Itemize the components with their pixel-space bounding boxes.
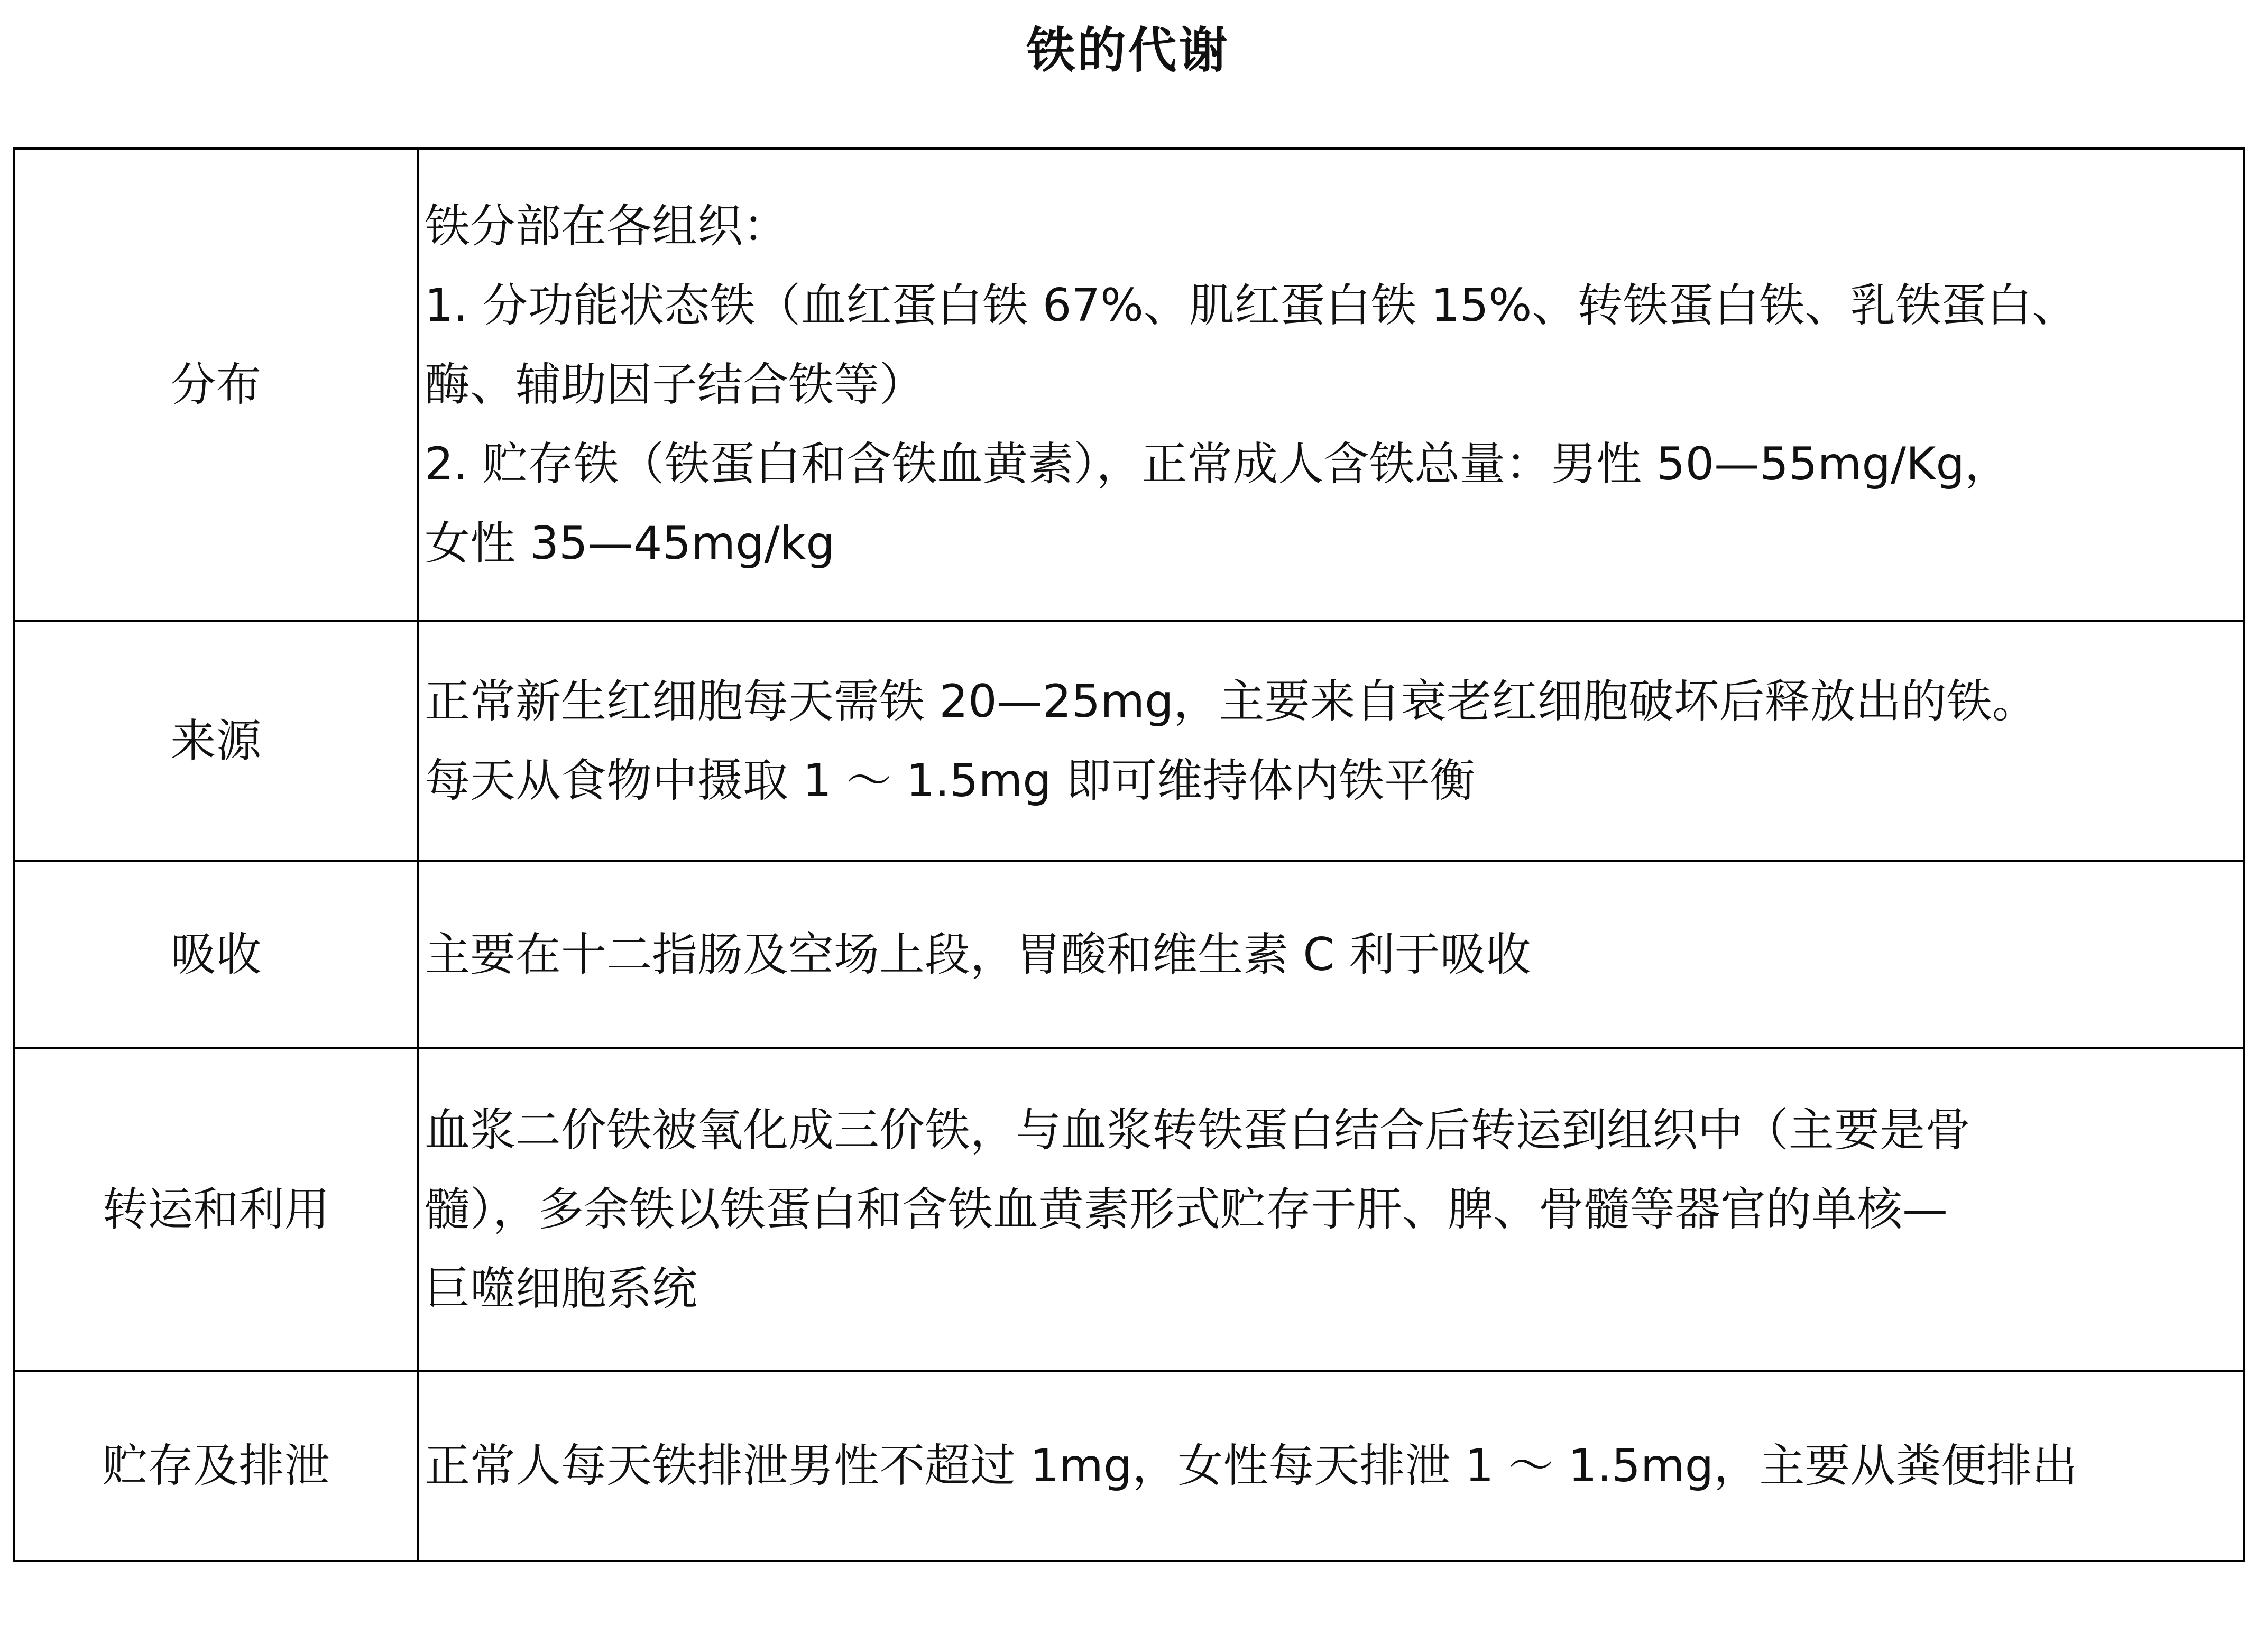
content-line: 正常新生红细胞每天需铁 20—25mg，主要来自衰老红细胞破坏后释放出的铁。 (425, 675, 2038, 728)
content-line: 髓），多余铁以铁蛋白和含铁血黄素形式贮存于肝、脾、骨髓等器官的单核— (425, 1183, 1948, 1236)
row-content (418, 861, 2244, 1048)
content-line: 酶、辅助因子结合铁等） (425, 358, 925, 411)
table-row (14, 149, 2244, 621)
table-row (14, 861, 2244, 1048)
row-content (418, 621, 2244, 861)
content-line: 巨噬细胞系统 (425, 1262, 697, 1315)
content-line: 正常人每天铁排泄男性不超过 1mg，女性每天排泄 1 ～ 1.5mg，主要从粪便排出 (425, 1439, 2078, 1492)
row-content (418, 1371, 2244, 1561)
content-line: 每天从食物中摄取 1 ～ 1.5mg 即可维持体内铁平衡 (425, 754, 1476, 807)
content-line: 2. 贮存铁（铁蛋白和含铁血黄素），正常成人含铁总量：男性 50—55mg/Kg， (425, 437, 2010, 491)
content-line: 女性 35—45mg/kg (425, 516, 835, 570)
document-title: 铁的代谢 (1026, 22, 1230, 79)
table-row (14, 1048, 2244, 1371)
content-line: 1. 分功能状态铁（血红蛋白铁 67%、肌红蛋白铁 15%、转铁蛋白铁、乳铁蛋白、 (425, 279, 2078, 332)
iron-metabolism-table (13, 147, 2245, 1562)
row-content (418, 149, 2244, 621)
table-row (14, 1371, 2244, 1561)
content-line: 主要在十二指肠及空场上段，胃酸和维生素 C 利于吸收 (425, 928, 1531, 981)
row-label: 转运和利用 (14, 1048, 418, 1371)
table-row (14, 621, 2244, 861)
content-line: 铁分部在各组织： (425, 199, 788, 253)
row-label: 分布 (14, 149, 418, 621)
content-line: 血浆二价铁被氧化成三价铁，与血浆转铁蛋白结合后转运到组织中（主要是骨 (425, 1104, 1970, 1157)
row-label: 贮存及排泄 (14, 1371, 418, 1561)
row-label: 来源 (14, 621, 418, 861)
row-label: 吸收 (14, 861, 418, 1048)
row-content (418, 1048, 2244, 1371)
